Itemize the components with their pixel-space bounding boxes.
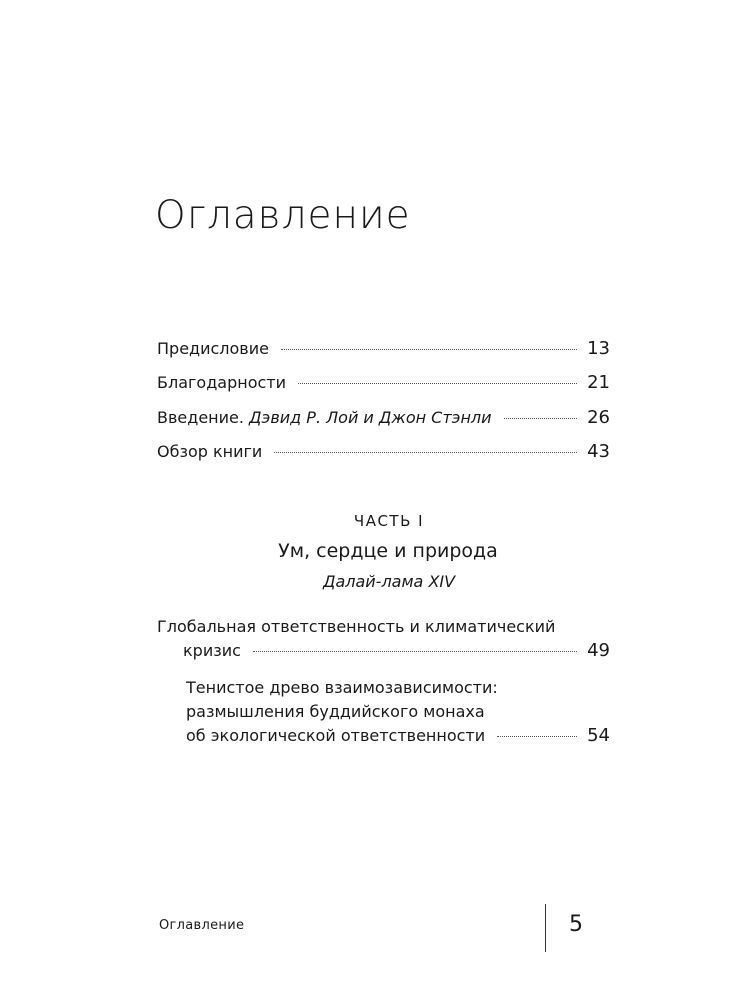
- toc-entry-page: 49: [587, 640, 610, 661]
- dot-leader: [497, 735, 577, 737]
- toc-entry-shady-tree-line1[interactable]: Тенистое древо взаимозависимости:: [186, 678, 498, 697]
- toc-entry-label: Обзор книги: [157, 442, 263, 461]
- toc-entry-page: 43: [587, 441, 610, 462]
- dot-leader: [298, 382, 577, 384]
- toc-entry-page: 26: [587, 407, 610, 428]
- toc-entry-introduction[interactable]: [157, 405, 610, 431]
- toc-entry-label: Введение.: [157, 408, 244, 427]
- dot-leader: [504, 417, 578, 419]
- dot-leader: [274, 451, 577, 453]
- dot-leader: [281, 348, 577, 350]
- toc-entry-global-responsibility[interactable]: [183, 638, 610, 664]
- page-title: Оглавление: [155, 193, 411, 238]
- toc-entry-global-responsibility-line1[interactable]: Глобальная ответственность и климатический: [157, 617, 556, 636]
- toc-entry-preface[interactable]: [157, 336, 610, 362]
- toc-entry-page: 21: [587, 372, 610, 393]
- toc-entry-overview[interactable]: [157, 439, 610, 465]
- toc-entry-shady-tree-line2[interactable]: размышления буддийского монаха: [186, 702, 485, 721]
- part-title: Ум, сердце и природа: [278, 540, 498, 562]
- page-number: 5: [569, 912, 583, 937]
- toc-entry-shady-tree[interactable]: [186, 723, 610, 749]
- footer-divider: [545, 904, 546, 952]
- toc-entry-acknowledgements[interactable]: [157, 370, 610, 396]
- toc-entry-label: кризис: [183, 641, 241, 660]
- toc-entry-label: Благодарности: [157, 373, 286, 392]
- toc-entry-label: об экологической ответственности: [186, 726, 486, 745]
- toc-entry-label: Предисловие: [157, 339, 269, 358]
- part-label: ЧАСТЬ I: [353, 512, 425, 530]
- toc-entry-page: 54: [587, 725, 610, 746]
- toc-entry-page: 13: [587, 338, 610, 359]
- part-author: Далай-лама XIV: [322, 572, 456, 591]
- dot-leader: [253, 650, 577, 652]
- toc-entry-author: Дэвид Р. Лой и Джон Стэнли: [249, 408, 492, 427]
- running-title: Оглавление: [159, 918, 245, 933]
